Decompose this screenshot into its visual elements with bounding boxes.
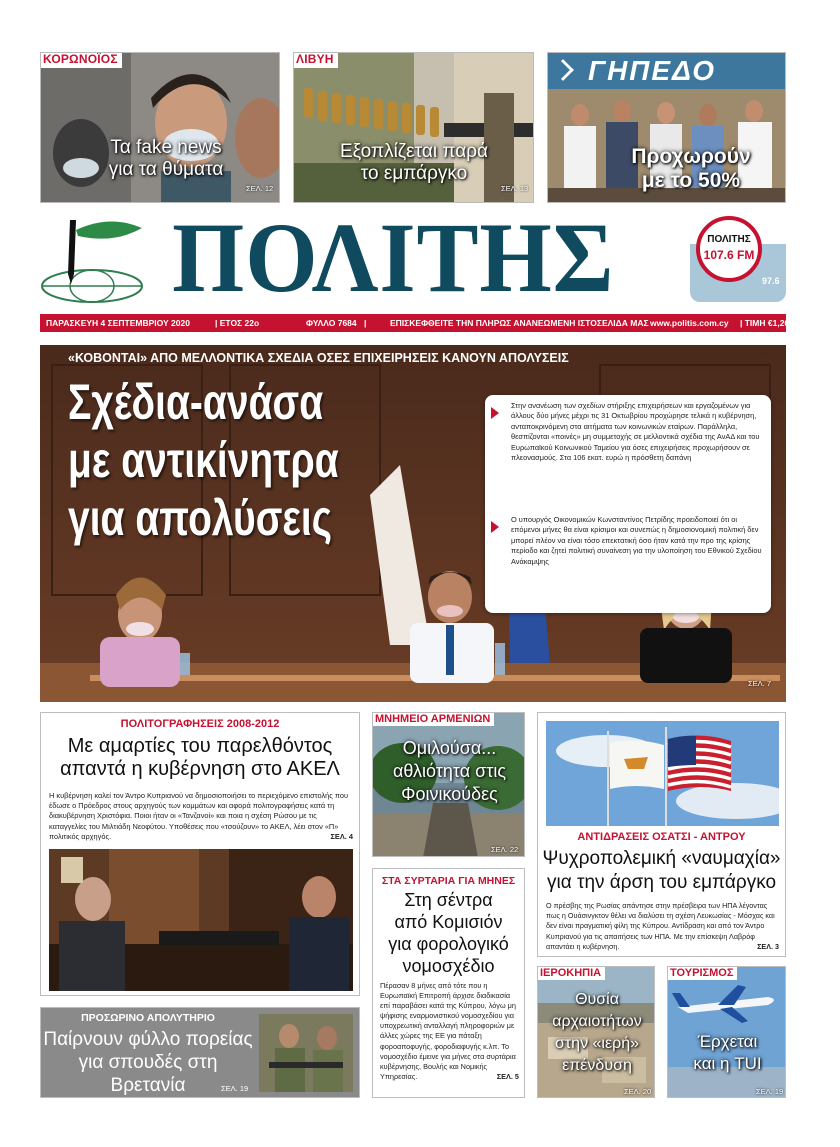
article-tax-bill[interactable] bbox=[372, 868, 525, 1098]
article-headline-line: αθλιότητα στις bbox=[392, 761, 507, 781]
article-tourism[interactable] bbox=[667, 966, 786, 1098]
teaser-headline bbox=[319, 141, 509, 185]
article-headline-line: επένδυση bbox=[562, 1057, 632, 1074]
article-headline-line: Θυσία bbox=[575, 991, 619, 1008]
radio-badge[interactable] bbox=[688, 214, 786, 304]
issue-number: ΦΥΛΛΟ 7684 bbox=[306, 318, 357, 328]
date-bar bbox=[40, 314, 790, 332]
chevron-right-icon bbox=[552, 59, 574, 81]
issue-price: | ΤΙΜΗ €1,20 bbox=[740, 318, 790, 328]
article-photo-politicians bbox=[49, 849, 353, 991]
teaser-headline-line: το εμπάργκο bbox=[360, 163, 468, 184]
teaser-headline-line: για τα θύματα bbox=[108, 159, 224, 180]
visit-website-text: ΕΠΙΣΚΕΦΘΕΙΤΕ ΤΗΝ ΠΛΗΡΩΣ ΑΝΑΝΕΩΜΕΝΗ ΙΣΤΟΣΕΛΙΔΑ ΜΑΣ bbox=[390, 318, 649, 328]
radio-frequency-secondary: 97.6 bbox=[762, 276, 780, 286]
article-body bbox=[546, 901, 779, 952]
article-kicker: ΜΝΗΜΕΙΟ ΑΡΜΕΝΙΩΝ bbox=[373, 713, 494, 726]
teaser-headline-line: Τα fake news bbox=[110, 137, 222, 158]
teaser-headline bbox=[596, 145, 786, 193]
article-embargo[interactable] bbox=[537, 712, 786, 957]
article-body-text: Η κυβέρνηση καλεί τον Άντρο Κυπριανού να δημοσιοποιήσει το περιεχόμενο επιστολής που έδωσε ο Πρόεδρος στους αρχηγούς των κομμάτων και αφορά πολιτογραφήσεις κατά τη διακυβέρνηση Χριστόφια. Ποιοι ήταν οι «Τανζανοί» και ποια η σχέση Ρώσου με τις καταγγελίες του Μιλτιάδη Νεοφύτου. Υποθέσεις που «τσούζουν» το ΑΚΕΛ, λέει στον «Π» πολιτικός αρχηγός. bbox=[49, 791, 349, 841]
article-britain-studies[interactable] bbox=[40, 1007, 360, 1098]
article-headline-line: Έρχεται bbox=[697, 1032, 758, 1051]
teaser-stadium[interactable] bbox=[547, 52, 786, 203]
teaser-kicker: ΓΗΠΕΔΟ bbox=[588, 55, 717, 86]
article-headline-line: Φοινικούδες bbox=[401, 784, 498, 804]
article-page-ref: ΣΕΛ. 20 bbox=[624, 1087, 652, 1096]
article-headline-line: από Κομισιόν bbox=[394, 912, 503, 932]
lead-headline-line: Σχέδια-ανάσα bbox=[68, 374, 324, 430]
date-bar-separator: | bbox=[364, 318, 367, 328]
teaser-coronavirus[interactable] bbox=[40, 52, 280, 203]
article-headline bbox=[373, 737, 525, 806]
issue-year: | ΕΤΟΣ 22ο bbox=[215, 318, 260, 328]
teaser-kicker: ΚΟΡΩΝΟΪΟΣ bbox=[41, 52, 122, 68]
lead-summary-box bbox=[485, 395, 771, 613]
article-headline-line: Ομιλούσα... bbox=[402, 738, 497, 758]
article-headline bbox=[668, 1031, 786, 1075]
website-link[interactable]: www.politis.com.cy bbox=[650, 318, 729, 328]
article-headline-line: και η TUI bbox=[693, 1054, 762, 1073]
teaser-headline-line: Εξοπλίζεται παρά bbox=[340, 141, 488, 162]
lead-summary-para: Ο υπουργός Οικονομικών Κωνσταντίνος Πετρίδης προειδοποιεί ότι οι επόμενοι μήνες θα είναι κρίσιμοι και συνεπώς η δημοσιονομική πολιτική δεν μπορεί πλέον να είναι τόσο επεκτατική όσο ήταν κατά την προ της κρίσης περίοδο και ζητεί πολιτική συναίνεση για την υλοποίηση του Εθνικού Σχεδίου Ανάκαμψης bbox=[511, 515, 762, 566]
lead-page-ref: ΣΕΛ. 7 bbox=[748, 679, 771, 688]
article-photo-soldiers bbox=[259, 1014, 353, 1092]
lead-headline-line: για απολύσεις bbox=[68, 490, 333, 546]
bullet-arrow-icon bbox=[491, 407, 499, 419]
article-headline-line: Ψυχροπολεμική «ναυμαχία» bbox=[542, 848, 781, 869]
article-kicker: ΑΝΤΙΔΡΑΣΕΙΣ ΟΣΑΤΣΙ - ΑΝΤΡΟΥ bbox=[577, 831, 746, 843]
bullet-arrow-icon bbox=[491, 521, 499, 533]
article-headline-line: στην «ιερή» bbox=[554, 1035, 640, 1052]
article-kicker: ΙΕΡΟΚΗΠΙΑ bbox=[538, 967, 605, 980]
article-page-ref: ΣΕΛ. 22 bbox=[491, 845, 519, 854]
article-armenian-monument[interactable] bbox=[372, 712, 525, 857]
lead-headline-line: με αντικίνητρα bbox=[68, 432, 339, 488]
article-page-ref: ΣΕΛ. 19 bbox=[756, 1087, 784, 1096]
article-page-ref: ΣΕΛ. 5 bbox=[496, 1071, 519, 1081]
issue-date: ΠΑΡΑΣΚΕΥΗ 4 ΣΕΠΤΕΜΒΡΙΟΥ 2020 bbox=[46, 318, 190, 328]
article-page-ref: ΣΕΛ. 4 bbox=[330, 831, 353, 841]
article-akel[interactable] bbox=[40, 712, 360, 996]
teaser-kicker: ΛΙΒΥΗ bbox=[294, 52, 338, 68]
article-page-ref: ΣΕΛ. 3 bbox=[757, 941, 779, 951]
article-headline-line: για την άρση του εμπάργκο bbox=[546, 872, 777, 893]
article-body-text: Ο πρέσβης της Ρωσίας απάντησε στην πρέσβειρα των ΗΠΑ λέγοντας πως η Ουάσινγκτον θέλει να διαλύσει τη σχέση Λευκωσίας - Μόσχας και δεν είναι πραγματική φίλη της Κύπρου. Αντίδραση και από τον Άντρο Κυπριανού για τις απαιτήσεις των ΗΠΑ. Με την επίσκεψη Λαβρόφ απαντάει η κυβέρνηση. bbox=[546, 901, 775, 951]
article-headline-line: για φορολογικό bbox=[388, 934, 509, 954]
article-headline bbox=[373, 889, 524, 977]
lead-headline bbox=[68, 373, 339, 547]
lead-story[interactable] bbox=[40, 345, 786, 702]
article-body bbox=[49, 791, 353, 842]
stadium-banner bbox=[548, 53, 786, 89]
article-kicker: ΣΤΑ ΣΥΡΤΑΡΙΑ ΓΙΑ ΜΗΝΕΣ bbox=[381, 875, 516, 887]
masthead-title: ΠΟΛΙΤΗΣ bbox=[172, 202, 615, 313]
lead-kicker: «ΚΟΒΟΝΤΑΙ» ΑΠΟ ΜΕΛΛΟΝΤΙΚΑ ΣΧΕΔΙΑ ΟΣΕΣ ΕΠΙΧΕΙΡΗΣΕΙΣ ΚΑΝΟΥΝ ΑΠΟΛΥΣΕΙΣ bbox=[68, 351, 569, 365]
article-ierokipia[interactable] bbox=[537, 966, 655, 1098]
radio-frequency: 107.6 FM bbox=[703, 248, 755, 262]
article-headline bbox=[41, 735, 359, 781]
teaser-page-ref: ΣΕΛ. 13 bbox=[501, 184, 529, 193]
article-headline-line: αρχαιοτήτων bbox=[552, 1013, 642, 1030]
teaser-headline-line: με το 50% bbox=[641, 169, 741, 192]
article-headline-line: απαντά η κυβέρνηση στο ΑΚΕΛ bbox=[60, 758, 340, 780]
article-headline bbox=[538, 989, 655, 1077]
article-body-text: Πέρασαν 8 μήνες από τότε που η Ευρωπαϊκή Επιτροπή άρχισε διαδικασία επί παραβάσει κατά της Κύπρου, λόγω μη ψήφισης εναρμονιστικού νομοσχεδίου για υποχρεωτική ανταλλαγή πληροφοριών με άλλες χώρες της ΕΕ για πάταξη φοροαποφυγής, φοροδιαφυγής κ.λπ. Το νομοσχέδιο έμεινε για μήνες στα συρτάρια κυβέρνησης, Βουλής και Νομικής Υπηρεσίας. bbox=[380, 981, 516, 1081]
article-headline-line: Παίρνουν φύλλο πορείας bbox=[43, 1029, 253, 1050]
politis-logo-icon bbox=[40, 214, 144, 306]
teaser-headline bbox=[96, 137, 236, 181]
lead-summary-para: Στην ανανέωση των σχεδίων στήριξης επιχειρήσεων και εργαζομένων για άλλους δύο μήνες μέχρι τις 31 Οκτωβρίου προχώρησε τελικά η κυβέρνηση, ανταποκρινόμενη στα αιτήματα των κοινωνικών εταίρων. Παράλληλα, θεσπίζονται «ποινές» μη συμμετοχής σε μελλοντικά σχέδια της ΑνΑΔ και του Ευρωπαϊκού Κοινωνικού Ταμείου για όσες επιχειρήσεις προχωρήσουν σε πλεονασμούς. Στα 106 εκατ. ευρώ η πρόσθετη δαπάνη bbox=[511, 401, 760, 463]
radio-name: ΠΟΛΙΤΗΣ bbox=[707, 234, 751, 245]
article-body bbox=[380, 981, 519, 1082]
teaser-page-ref: ΣΕΛ. 12 bbox=[246, 184, 274, 193]
article-headline-line: Στη σέντρα bbox=[404, 890, 493, 910]
teaser-libya[interactable] bbox=[293, 52, 534, 203]
article-headline-line: Με αμαρτίες του παρελθόντος bbox=[67, 735, 333, 757]
article-kicker: ΤΟΥΡΙΣΜΟΣ bbox=[668, 967, 737, 980]
article-kicker: ΠΟΛΙΤΟΓΡΑΦΗΣΕΙΣ 2008-2012 bbox=[120, 718, 280, 730]
article-headline-line: νομοσχέδιο bbox=[402, 956, 495, 976]
teaser-headline-line: Προχωρούν bbox=[631, 145, 751, 168]
article-kicker: ΠΡΟΣΩΡΙΝΟ ΑΠΟΛΥΤΗΡΙΟ bbox=[81, 1012, 215, 1024]
article-headline-line: για σπουδές στη Βρετανία bbox=[78, 1052, 218, 1096]
article-page-ref: ΣΕΛ. 19 bbox=[221, 1084, 249, 1093]
article-photo-flags bbox=[546, 721, 779, 826]
article-headline bbox=[538, 847, 785, 895]
